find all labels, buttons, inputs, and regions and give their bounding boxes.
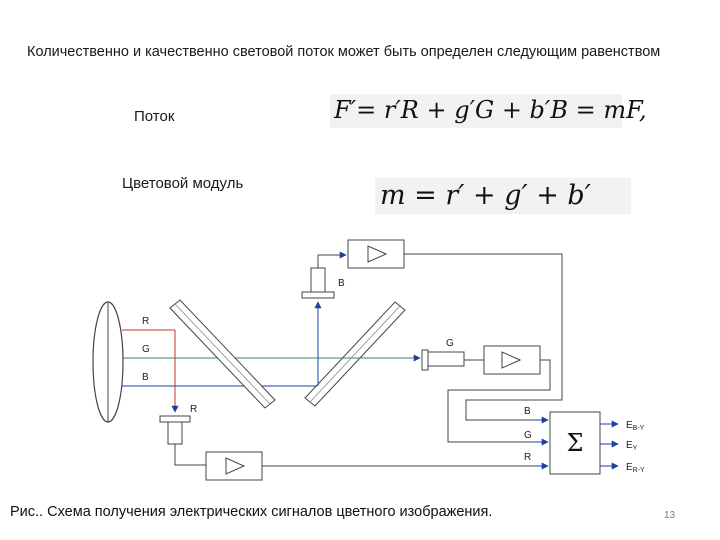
branch-label-g: G (446, 338, 454, 349)
sigma-icon: Σ (566, 429, 584, 457)
input-label-b: B (142, 372, 149, 383)
input-label-r: R (142, 316, 150, 327)
wire-blue-to-summer (404, 254, 562, 420)
output-sub-y: Y (632, 445, 638, 452)
dichroic-mirror-blue (305, 302, 405, 406)
output-label-b-y (626, 420, 645, 432)
summer-input-label-g: G (524, 430, 532, 441)
amplifier-green (484, 346, 540, 374)
wire-blue-to-amp (318, 255, 346, 268)
flux-label: Поток (134, 108, 175, 125)
flux-formula: F′= r′R + g′G + b′B = mF, (334, 96, 647, 124)
intro-paragraph: Количественно и качественно световой поток может быть определен следующим равенством (27, 44, 661, 60)
camera-tube-red (160, 416, 190, 444)
camera-tube-blue (302, 268, 334, 298)
output-label-y (626, 440, 638, 452)
wire-red-to-amp (175, 444, 206, 465)
figure-caption: Рис.. Схема получения электрических сигналов цветного изображения. (10, 504, 493, 520)
amplifier-red (206, 452, 262, 480)
amplifier-blue (348, 240, 404, 268)
summer-input-label-r: R (524, 452, 532, 463)
output-label-r-y (626, 462, 645, 474)
color-module-formula: m = r′ + g′ + b′ (380, 180, 591, 211)
camera-tube-green (422, 350, 464, 370)
summer-input-label-b: B (524, 406, 531, 417)
branch-label-r: R (190, 404, 198, 415)
output-sub-b-y: B-Y (632, 425, 645, 432)
input-label-g: G (142, 344, 150, 355)
branch-label-b: B (338, 278, 345, 289)
output-letter-y: E (626, 440, 633, 451)
slide-number: 13 (664, 510, 676, 521)
dichroic-mirror-red (170, 300, 275, 408)
output-letter-b-y: E (626, 420, 633, 431)
output-letter-r-y: E (626, 462, 633, 473)
output-sub-r-y: R-Y (632, 467, 645, 474)
color-module-label: Цветовой модуль (122, 175, 244, 192)
